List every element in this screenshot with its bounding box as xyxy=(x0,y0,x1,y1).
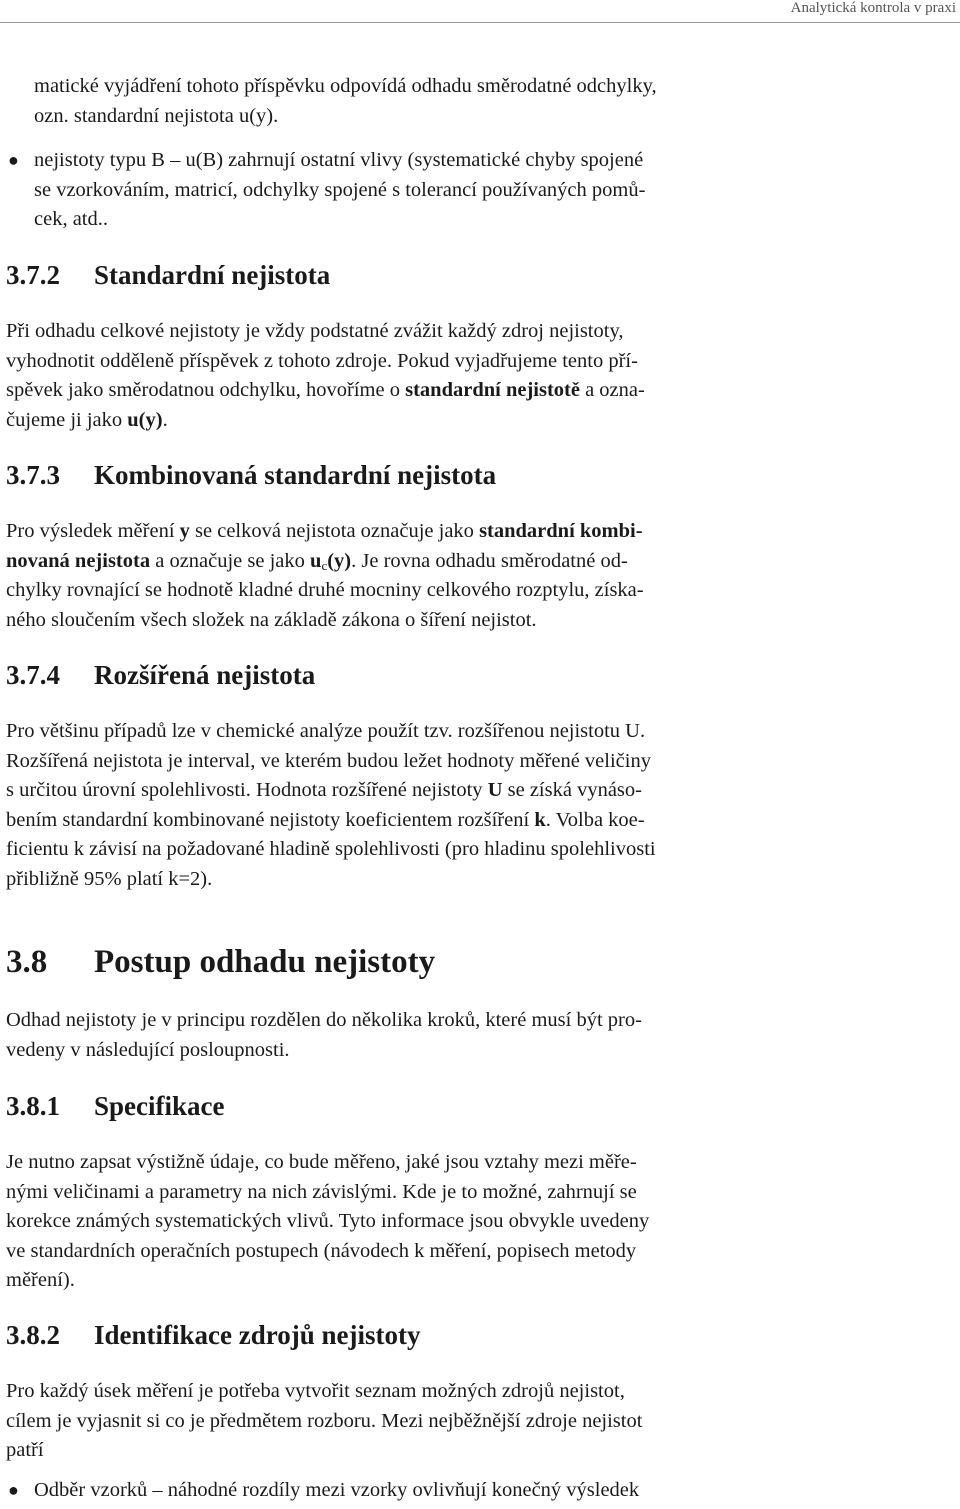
section-heading-3-8-2 xyxy=(6,1319,420,1351)
paragraph-specification xyxy=(6,1148,809,1296)
text-line: Pro většinu případů lze v chemické analýze použít tzv. rozšířenou nejistotu U. xyxy=(6,720,646,742)
text-line: ve standardních operačních postupech (návodech k měření, popisech metody xyxy=(6,1239,637,1262)
paragraph-estimation-procedure xyxy=(6,1006,809,1065)
text-line: čujeme ji jako u(y). xyxy=(6,408,168,431)
text-line: patří xyxy=(6,1439,44,1461)
text-line: chylky rovnající se hodnotě kladné druhé mocniny celkového rozptylu, získa- xyxy=(6,579,644,601)
text-line: korekce známých systematických vlivů. Tyto informace jsou obvykle uvedeny xyxy=(6,1210,650,1232)
text-line: Při odhadu celkové nejistoty je vždy podstatné zvážit každý zdroj nejistoty, xyxy=(6,320,624,342)
text-line: Odběr vzorků – náhodné rozdíly mezi vzorky ovlivňují konečný výsledek xyxy=(34,1479,640,1501)
bullet-icon: ● xyxy=(8,1480,19,1500)
text-line: bením standardní kombinované nejistoty koeficientem rozšíření k. Volba koe- xyxy=(6,808,645,831)
text-line: ozn. standardní nejistota u(y). xyxy=(34,104,279,127)
section-heading-3-8 xyxy=(6,943,435,981)
section-number: 3.8.2 xyxy=(6,1320,60,1350)
text-line: Pro každý úsek měření je potřeba vytvořit seznam možných zdrojů nejistot, xyxy=(6,1380,625,1402)
text-line: Rozšířená nejistota je interval, ve kterém budou ležet hodnoty měřené veličiny xyxy=(6,749,651,772)
text-line: Pro výsledek měření y se celková nejistota označuje jako standardní kombi- xyxy=(6,520,643,542)
text-line: novaná nejistota a označuje se jako $u_c(y)$. Je rovna odhadu směrodatné od- xyxy=(6,549,628,573)
text-line: se vzorkováním, matricí, odchylky spojené s tolerancí používaných pomů- xyxy=(34,178,646,201)
section-title: Standardní nejistota xyxy=(94,260,331,290)
section-heading-3-7-3 xyxy=(6,459,496,491)
text-line: nejistoty typu B – u(B) zahrnují ostatní vlivy (systematické chyby spojené xyxy=(34,149,644,171)
section-number: 3.8.1 xyxy=(6,1091,60,1121)
bullet-item-sampling xyxy=(34,1476,809,1506)
section-heading-3-8-1 xyxy=(6,1090,224,1122)
section-number: 3.8 xyxy=(6,944,48,980)
paragraph-combined-uncertainty xyxy=(6,517,809,635)
section-title: Postup odhadu nejistoty xyxy=(94,944,436,980)
paragraph-identification xyxy=(6,1377,809,1466)
text-line: nými veličinami a parametry na nich závislými. Kde je to možné, zahrnují se xyxy=(6,1180,637,1203)
section-title: Identifikace zdrojů nejistoty xyxy=(94,1320,421,1350)
section-number: 3.7.4 xyxy=(6,660,60,690)
text-line: vedeny v následující posloupnosti. xyxy=(6,1038,290,1061)
text-line: přibližně 95% platí k=2). xyxy=(6,867,213,890)
text-line: s určitou úrovní spolehlivosti. Hodnota rozšířené nejistoty U se získá vynáso- xyxy=(6,779,642,801)
paragraph-expanded-uncertainty xyxy=(6,717,809,894)
section-number: 3.7.3 xyxy=(6,460,60,490)
section-title: Specifikace xyxy=(94,1091,225,1121)
text-line: ného sloučením všech složek na základě zákona o šíření nejistot. xyxy=(6,608,537,631)
emphasis: u(y) xyxy=(127,408,163,431)
text-line: vyhodnotit odděleně příspěvek z tohoto zdroje. Pokud vyjadřujeme tento pří- xyxy=(6,349,638,372)
text-line: cílem je vyjasnit si co je předmětem rozboru. Mezi nejběžnější zdroje nejistot xyxy=(6,1409,643,1432)
text-line: měření). xyxy=(6,1269,75,1291)
text-line: Je nutno zapsat výstižně údaje, co bude měřeno, jaké jsou vztahy mezi měře- xyxy=(6,1151,637,1173)
section-number: 3.7.2 xyxy=(6,260,60,290)
running-header xyxy=(0,0,960,23)
paragraph-standard-uncertainty xyxy=(6,317,809,435)
text-line: spěvek jako směrodatnou odchylku, hovoříme o standardní nejistotě a ozna- xyxy=(6,379,645,401)
emphasis: standardní nejistotě xyxy=(405,379,580,401)
section-title: Kombinovaná standardní nejistota xyxy=(94,460,497,490)
text-line: ficientu k závisí na požadované hladině spolehlivosti (pro hladinu spolehlivosti xyxy=(6,838,656,860)
section-heading-3-7-2 xyxy=(6,259,330,291)
section-heading-3-7-4 xyxy=(6,659,315,691)
bullet-icon: ● xyxy=(8,150,19,170)
section-title: Rozšířená nejistota xyxy=(94,660,316,690)
paragraph-continuation xyxy=(34,72,809,131)
text-line: cek, atd.. xyxy=(34,208,108,230)
bullet-item-type-b xyxy=(34,146,809,235)
text-line: matické vyjádření tohoto příspěvku odpovídá odhadu směrodatné odchylky, xyxy=(34,75,657,97)
running-title: Analytická kontrola v praxi xyxy=(790,0,956,16)
text-line: Odhad nejistoty je v principu rozdělen do několika kroků, které musí být pro- xyxy=(6,1009,642,1031)
